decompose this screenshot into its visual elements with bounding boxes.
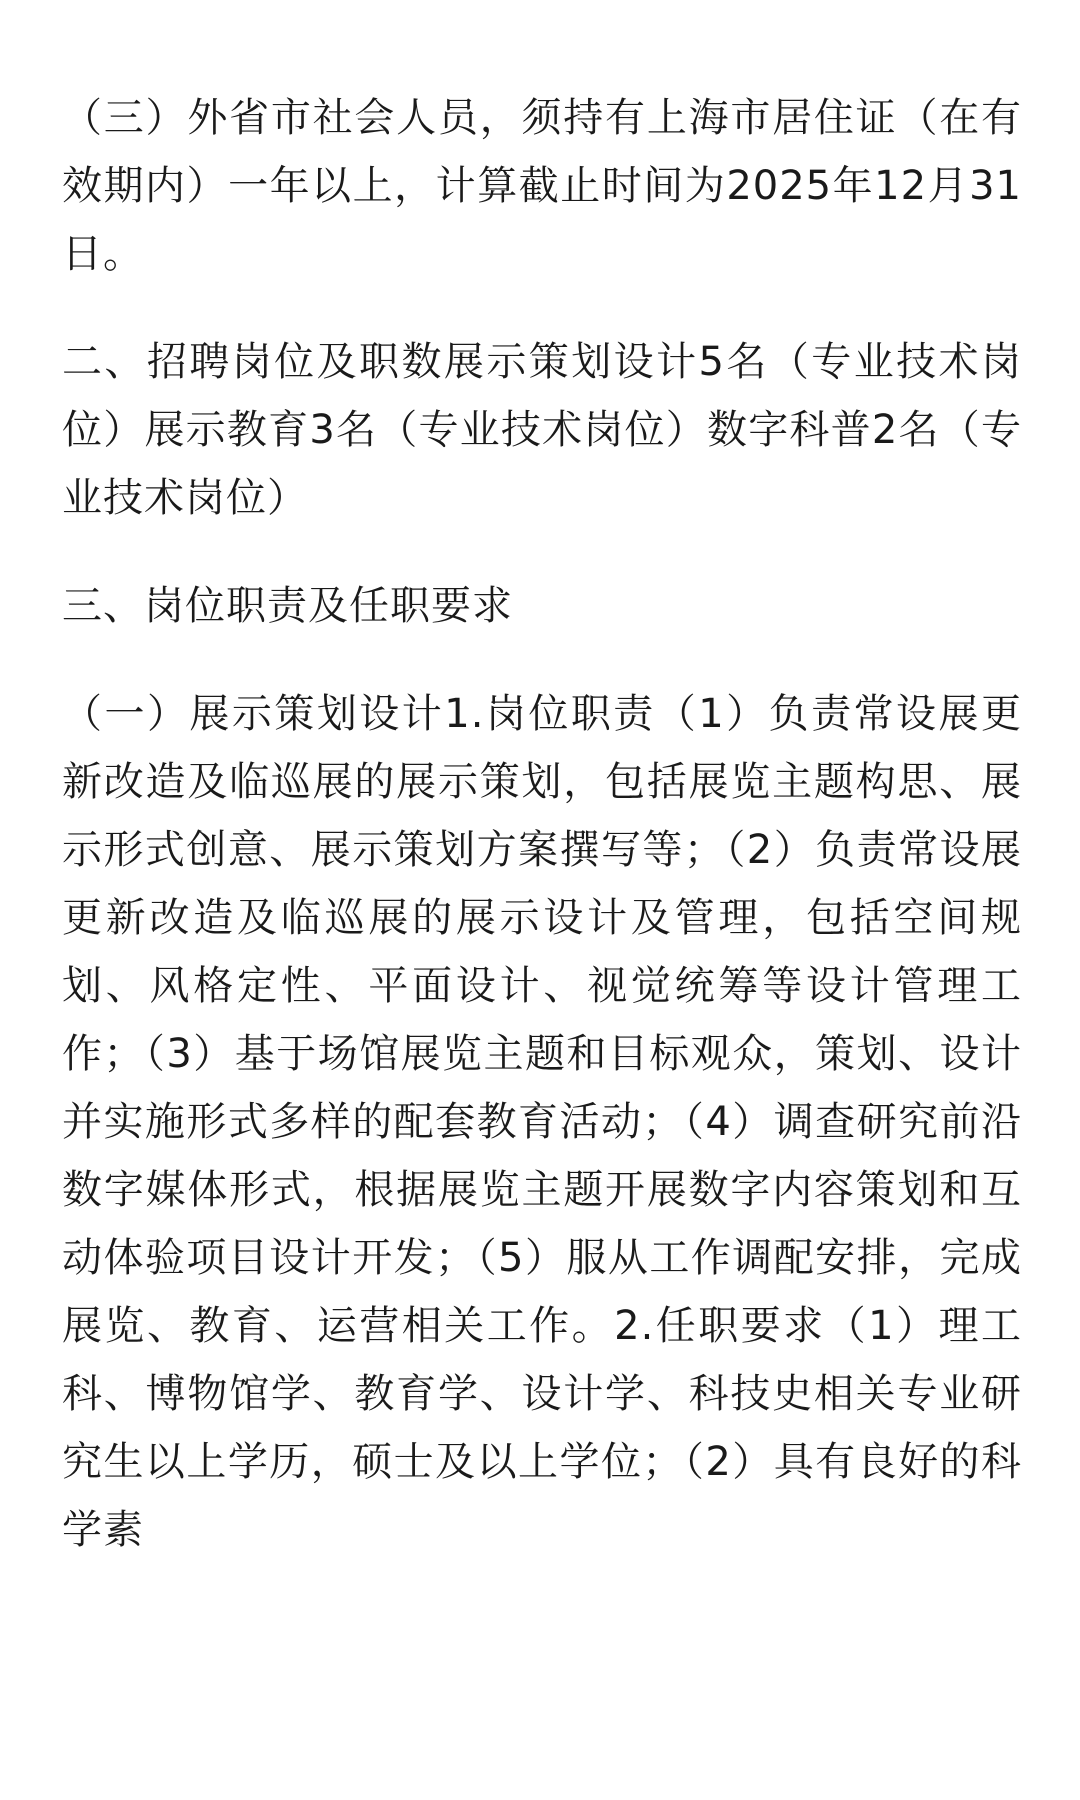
paragraph-gap <box>62 532 1022 572</box>
section-heading-duties: 三、岗位职责及任职要求 <box>62 583 513 629</box>
paragraph-gap <box>62 640 1022 680</box>
paragraph-residency-requirement: （三）外省市社会人员，须持有上海市居住证（在有效期内）一年以上，计算截止时间为2025年12月31日。 <box>62 95 1022 277</box>
paragraph-gap <box>62 288 1022 328</box>
paragraph-positions: 二、招聘岗位及职数展示策划设计5名（专业技术岗位）展示教育3名（专业技术岗位）数字科普2名（专业技术岗位） <box>62 339 1022 521</box>
article-body <box>62 84 1022 1564</box>
paragraph-exhibition-design-duties: （一）展示策划设计1.岗位职责（1）负责常设展更新改造及临巡展的展示策划，包括展览主题构思、展示形式创意、展示策划方案撰写等；（2）负责常设展更新改造及临巡展的展示设计及管理，包括空间规划、风格定性、平面设计、视觉统筹等设计管理工作；（3）基于场馆展览主题和目标观众，策划、设计并实施形式多样的配套教育活动；（4）调查研究前沿数字媒体形式，根据展览主题开展数字内容策划和互动体验项目设计开发；（5）服从工作调配安排，完成展览、教育、运营相关工作。2.任职要求（1）理工科、博物馆学、教育学、设计学、科技史相关专业研究生以上学历，硕士及以上学位；（2）具有良好的科学素 <box>62 691 1022 1553</box>
